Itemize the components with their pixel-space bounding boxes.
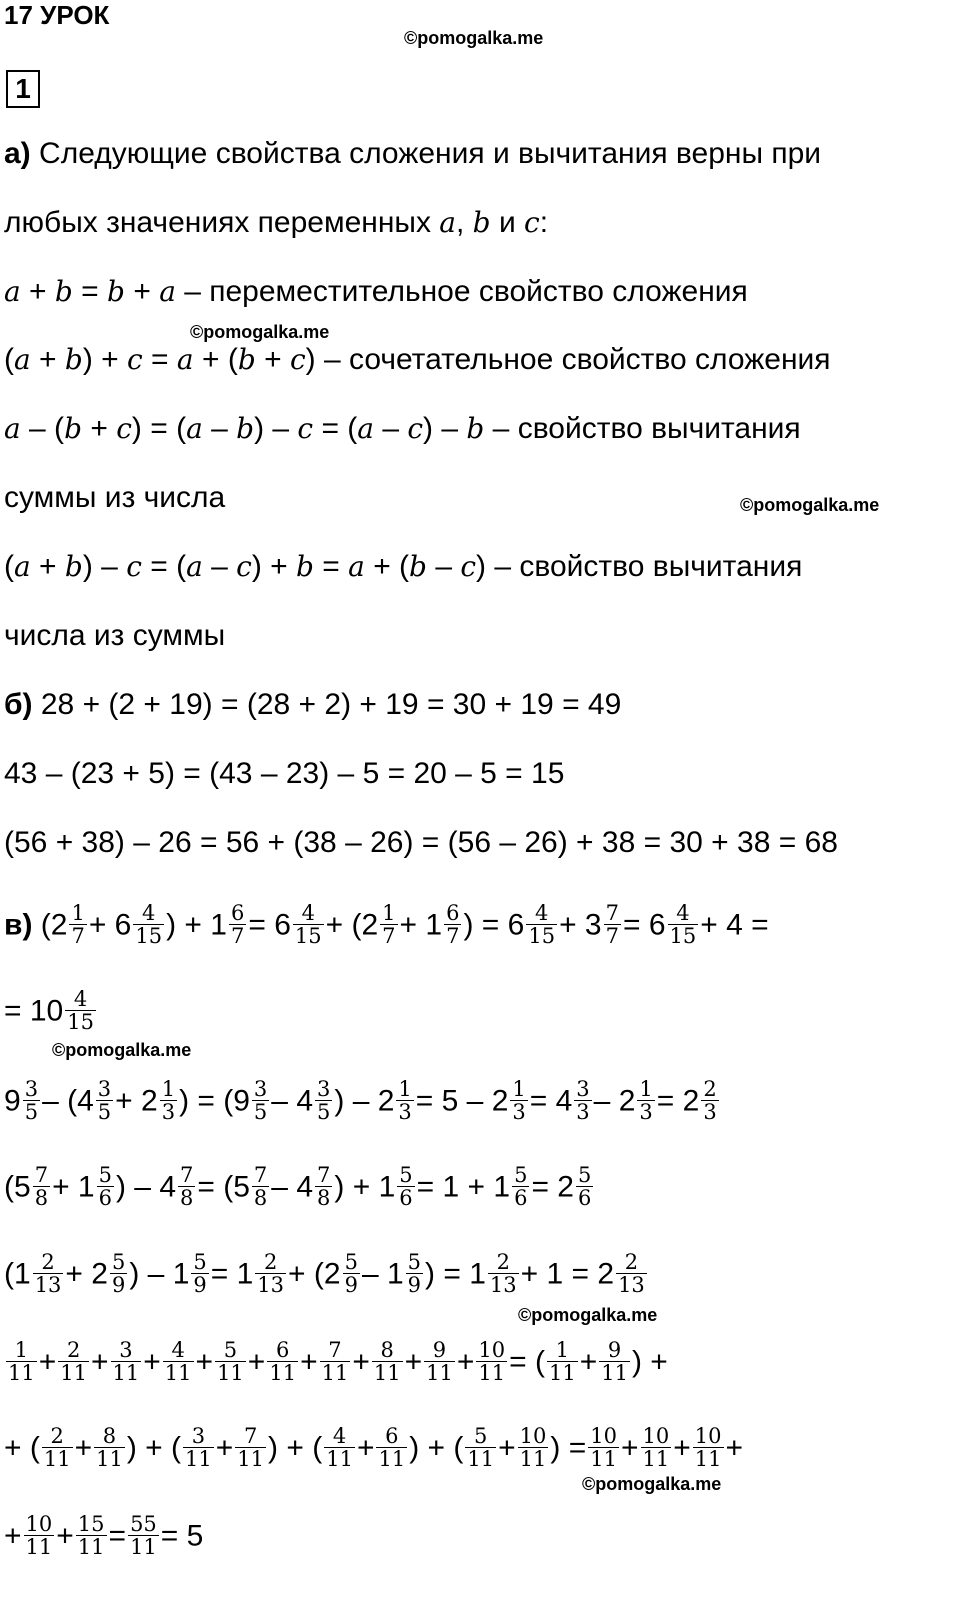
watermark: ©pomogalka.me xyxy=(404,28,544,48)
c-line1-result: = 10 $\frac{4}{15}$ xyxy=(4,987,94,1034)
c-line4: (1 $\frac{2}{13}$ + 2 $\frac{5}{9}$ ) – 1 $\frac{5}{9}$ = 1 $\frac{2}{13}$ + (2 $\frac{5}{9}$ – 1 $\frac{5}{9}$ ) = 1 $\frac{2}{13}$ + 1 = 2 $\frac{2}{13}$ xyxy=(4,1250,645,1297)
c-line7: + $\frac{10}{11}$ + $\frac{15}{11}$ = $\frac{55}{11}$ = 5 xyxy=(4,1512,204,1559)
a-intro-line2: любых значениях переменных a, b и c: xyxy=(4,206,549,239)
b-label: б) xyxy=(4,688,33,721)
a-intro-line1 xyxy=(4,136,821,172)
a-label: а) xyxy=(4,137,31,170)
watermark: ©pomogalka.me xyxy=(52,1040,192,1060)
property-subtract-sum-cont: суммы из числа xyxy=(4,481,226,514)
property-subtract-from-sum: (a + b) – c = (a – c) + b = a + (b – c) – свойство вычитания xyxy=(4,550,803,583)
property-subtract-sum: a – (b + c) = (a – b) – c = (a – c) – b – свойство вычитания xyxy=(4,412,801,445)
watermark: ©pomogalka.me xyxy=(582,1474,722,1494)
b-line1: б) 28 + (2 + 19) = (28 + 2) + 19 = 30 + 19 = 49 xyxy=(4,688,622,721)
c-label: в) xyxy=(4,908,33,942)
watermark: ©pomogalka.me xyxy=(518,1305,658,1325)
lesson-title: 17 УРОК xyxy=(4,0,110,30)
c-line3: (5 $\frac{7}{8}$ + 1 $\frac{5}{6}$ ) – 4 $\frac{7}{8}$ = (5 $\frac{7}{8}$ – 4 $\frac{7}{8}$ ) + 1 $\frac{5}{6}$ = 1 + 1 $\frac{5}{6}$ = 2 $\frac{5}{6}$ xyxy=(4,1163,592,1210)
b-line2: 43 – (23 + 5) = (43 – 23) – 5 = 20 – 5 = 15 xyxy=(4,757,565,790)
a-intro-text1: Следующие свойства сложения и вычитания верны при xyxy=(39,137,822,170)
watermark: ©pomogalka.me xyxy=(190,322,330,342)
c-line1: в) (2 $\frac{1}{7}$ + 6 $\frac{4}{15}$ ) + 1 $\frac{6}{7}$ = 6 $\frac{4}{15}$ + (2 $\frac{1}{7}$ + 1 $\frac{6}{7}$ ) = 6 $\frac{4}{15}$ + 3 $\frac{7}{7}$ = 6 $\frac{4}{15}$ + 4 = xyxy=(4,901,769,948)
c-line2: 9 $\frac{3}{5}$ – (4 $\frac{3}{5}$ + 2 $\frac{1}{3}$ ) = (9 $\frac{3}{5}$ – 4 $\frac{3}{5}$ ) – 2 $\frac{1}{3}$ = 5 – 2 $\frac{1}{3}$ = 4 $\frac{3}{3}$ – 2 $\frac{1}{3}$ = 2 $\frac{2}{3}$ xyxy=(4,1077,717,1124)
c-line5: $\frac{1}{11}$ + $\frac{2}{11}$ + $\frac{3}{11}$ + $\frac{4}{11}$ + $\frac{5}{11}$ + $\frac{6}{11}$ + $\frac{7}{11}$ + $\frac{8}{11}$ + $\frac{9}{11}$ + $\frac{10}{11}$ = ( $\frac{1}{11}$ + $\frac{9}{11}$ ) + xyxy=(8,1338,668,1385)
task-number: 1 xyxy=(6,70,40,108)
c-line6: + ( $\frac{2}{11}$ + $\frac{8}{11}$ ) + ( $\frac{3}{11}$ + $\frac{7}{11}$ ) + ( $\frac{4}{11}$ + $\frac{6}{11}$ ) + ( $\frac{5}{11}$ + $\frac{10}{11}$ ) = $\frac{10}{11}$ + $\frac{10}{11}$ + $\frac{10}{11}$ + xyxy=(4,1424,744,1471)
property-associative: (a + b) + c = a + (b + c) – сочетательное свойство сложения xyxy=(4,343,831,376)
watermark: ©pomogalka.me xyxy=(740,495,880,515)
property-commutative: a + b = b + a – переместительное свойство сложения xyxy=(4,275,748,308)
property-subtract-from-sum-cont: числа из суммы xyxy=(4,619,226,652)
b-line3: (56 + 38) – 26 = 56 + (38 – 26) = (56 – 26) + 38 = 30 + 38 = 68 xyxy=(4,826,838,859)
